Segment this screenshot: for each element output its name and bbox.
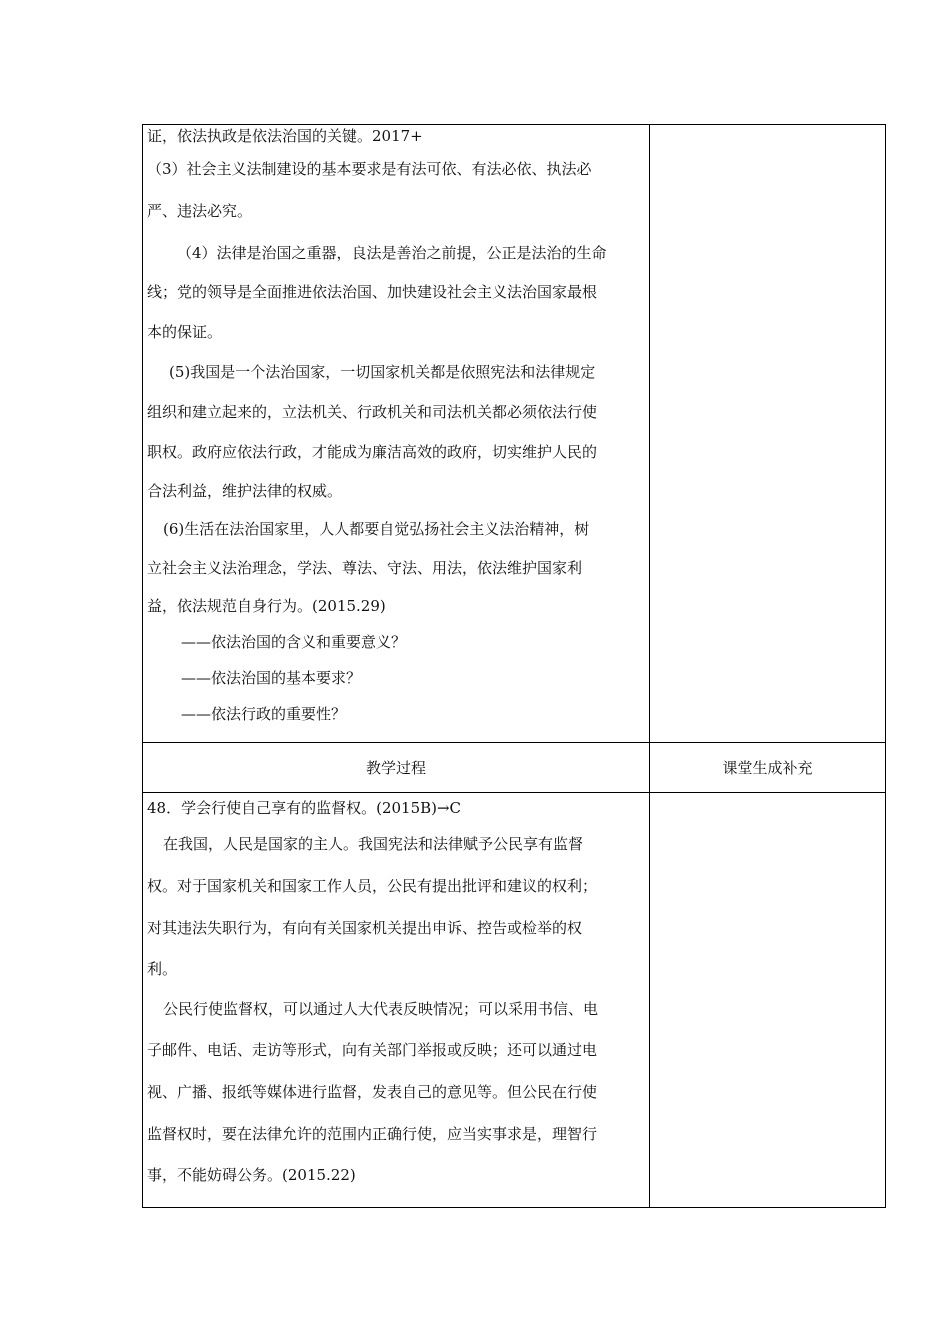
text-line: 在我国，人民是国家的主人。我国宪法和法律赋予公民享有监督 [163, 835, 584, 853]
text-line: （4）法律是治国之重器，良法是善治之前提，公正是法治的生命 [177, 244, 607, 262]
text-line: 对其违法失职行为，有向有关国家机关提出申诉、控告或检举的权 [147, 919, 583, 937]
content-cell-2 [143, 793, 650, 1208]
text-line: 视、广播、报纸等媒体进行监督，发表自己的意见等。但公民在行使 [147, 1083, 598, 1101]
text-line: 立社会主义法治理念，学法、尊法、守法、用法，依法维护国家利 [147, 559, 583, 577]
text-line: 48．学会行使自己享有的监督权。(2015B)→C [147, 799, 462, 817]
text-line: 权。对于国家机关和国家工作人员，公民有提出批评和建议的权利； [147, 877, 598, 895]
text-line: ——依法治国的含义和重要意义？ [181, 633, 407, 651]
supplement-cell-1 [650, 125, 886, 743]
text-line: ——依法行政的重要性？ [181, 705, 347, 723]
header-classroom-supplement: 课堂生成补充 [650, 743, 886, 793]
text-line: 线；党的领导是全面推进依法治国、加快建设社会主义法治国家最根 [147, 283, 598, 301]
text-line: 监督权时，要在法律允许的范围内正确行使，应当实事求是，理智行 [147, 1125, 598, 1143]
text-line: 合法利益，维护法律的权威。 [147, 482, 343, 500]
supplement-cell-2 [650, 793, 886, 1208]
lesson-table [142, 124, 886, 1208]
text-line: 严、违法必究。 [147, 202, 253, 220]
content-cell-1 [143, 125, 650, 743]
table-row-content-1 [143, 125, 886, 743]
text-line: 证，依法执政是依法治国的关键。2017+ [147, 127, 423, 145]
text-line: (6)生活在法治国家里，人人都要自觉弘扬社会主义法治精神，树 [163, 520, 590, 538]
header-teaching-process: 教学过程 [143, 743, 650, 793]
text-line: 子邮件、电话、走访等形式，向有关部门举报或反映；还可以通过电 [147, 1041, 598, 1059]
text-line: 事，不能妨碍公务。(2015.22) [147, 1166, 356, 1184]
table-row-content-2 [143, 793, 886, 1208]
text-line: 组织和建立起来的，立法机关、行政机关和司法机关都必须依法行使 [147, 403, 598, 421]
text-line: ——依法治国的基本要求？ [181, 669, 362, 687]
text-line: 利。 [147, 960, 178, 978]
table-header-row [143, 743, 886, 793]
text-line: 职权。政府应依法行政，才能成为廉洁高效的政府，切实维护人民的 [147, 443, 598, 461]
text-line: (5)我国是一个法治国家，一切国家机关都是依照宪法和法律规定 [169, 363, 596, 381]
text-line: 益，依法规范自身行为。(2015.29) [147, 597, 386, 615]
text-line: 公民行使监督权，可以通过人大代表反映情况；可以采用书信、电 [163, 1000, 599, 1018]
text-line: 本的保证。 [147, 323, 223, 341]
text-line: （3）社会主义法制建设的基本要求是有法可依、有法必依、执法必 [147, 160, 592, 178]
